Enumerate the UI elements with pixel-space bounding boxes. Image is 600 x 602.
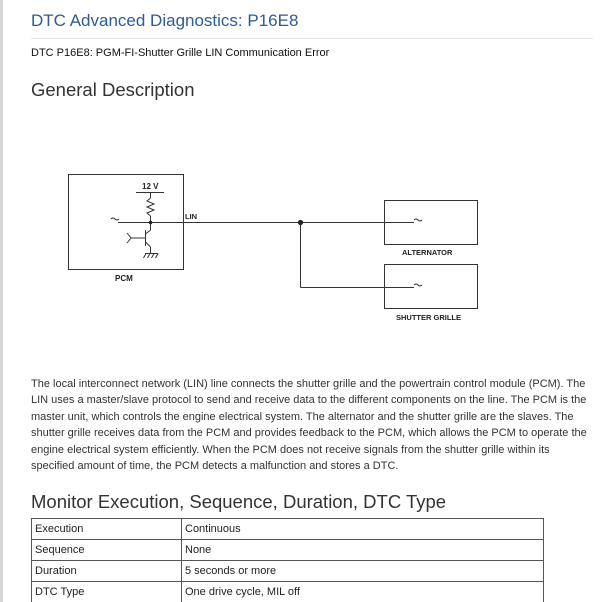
- pullup-resistor: [147, 198, 154, 216]
- transistor-c-leg: [146, 230, 151, 234]
- alternator-label: ALTERNATOR: [402, 248, 453, 257]
- title-divider: [31, 38, 593, 39]
- alternator-input-tilde: [414, 219, 422, 221]
- table-value-cell: One drive cycle, MIL off: [182, 582, 544, 602]
- pcm-input-tilde: [111, 218, 119, 220]
- lin-junction-dot: [298, 220, 303, 225]
- table-key-cell: DTC Type: [32, 582, 182, 602]
- general-description-text: The local interconnect network (LIN) line connects the shutter grille and the powertrain control module (PCM). The LIN uses a master/slave protocol to send and receive data to the different components on the line. The PCM is the master unit, which controls the engine electrical system. The alternator and the shutter grille are the slaves. The shutter grille receives data from the PCM and provides feedback to the PCM, which allows the PCM to operate the engine electrical system efficiently. When the PCM does not receive signals from the shutter grille within its specified amount of time, the PCM detects a malfunction and stores a DTC.: [31, 378, 587, 473]
- pcm-box: [69, 175, 184, 270]
- table-value-cell: 5 seconds or more: [182, 561, 544, 582]
- table-key-cell: Duration: [32, 561, 182, 582]
- table-key-cell: Sequence: [32, 540, 182, 561]
- table-row: [32, 561, 544, 582]
- shutter-grille-label: SHUTTER GRILLE: [396, 313, 461, 322]
- table-value-cell: Continuous: [182, 519, 544, 540]
- table-value-cell: None: [182, 540, 544, 561]
- base-drive-symbol: [127, 233, 131, 243]
- monitor-heading: Monitor Execution, Sequence, Duration, DTC Type: [31, 491, 447, 512]
- voltage-label: 12 V: [142, 182, 159, 191]
- transistor-e-leg: [146, 242, 151, 247]
- dtc-subtitle: DTC P16E8: PGM-FI-Shutter Grille LIN Communication Error: [31, 47, 330, 59]
- table-row: [32, 582, 544, 602]
- ground-hatch-1: [144, 254, 147, 259]
- table-row: [32, 540, 544, 561]
- ground-hatch-3: [152, 254, 155, 259]
- table-row: [32, 519, 544, 540]
- lin-label: LIN: [185, 212, 198, 221]
- monitor-table: [31, 518, 544, 602]
- left-border: [0, 0, 3, 602]
- pcm-junction-dot: [149, 221, 153, 225]
- ground-hatch-2: [148, 254, 151, 259]
- table-key-cell: Execution: [32, 519, 182, 540]
- page-title: DTC Advanced Diagnostics: P16E8: [31, 11, 299, 30]
- pcm-label: PCM: [115, 274, 133, 283]
- shutter-grille-box: [385, 265, 478, 309]
- ground-hatch-4: [156, 254, 159, 259]
- alternator-box: [385, 201, 478, 245]
- shutter-grille-input-tilde: [414, 284, 422, 286]
- general-description-heading: General Description: [31, 79, 195, 100]
